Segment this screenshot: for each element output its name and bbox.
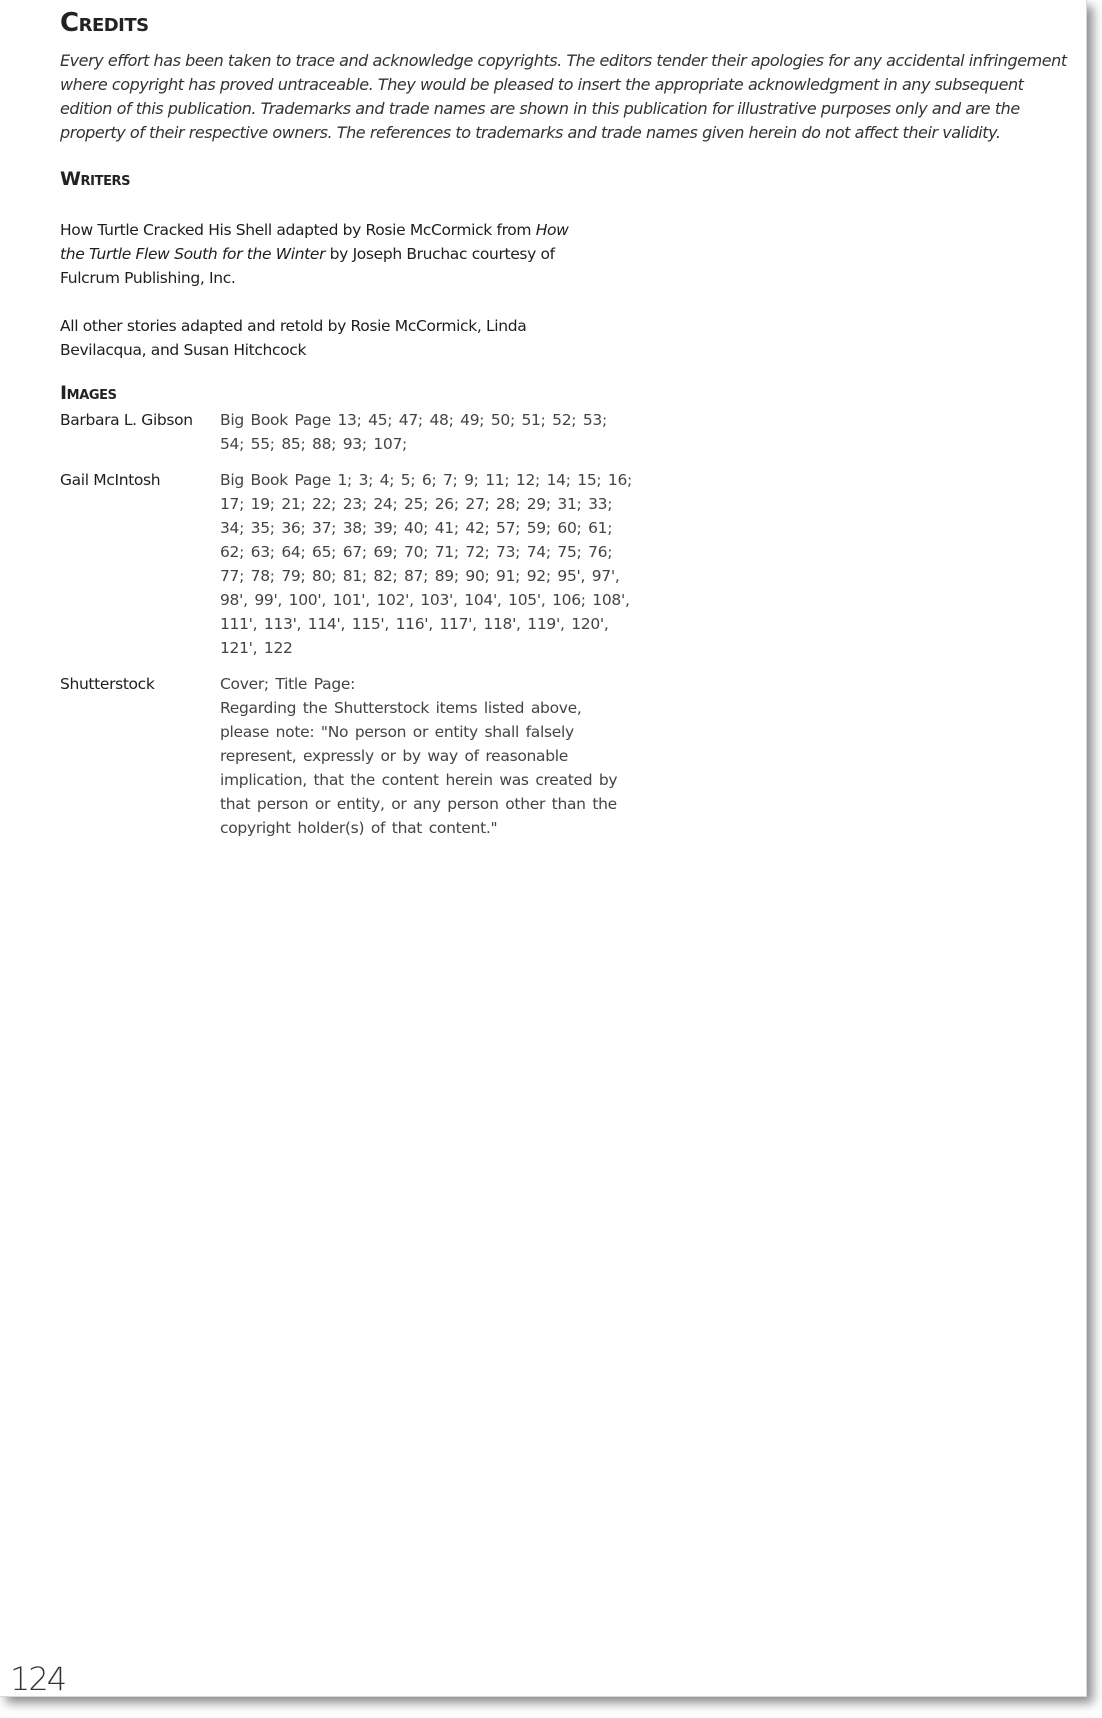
writers-paragraph-other: All other stories adapted and retold by Rosie McCormick, Linda Bevilacqua, and Susan Hitchcock bbox=[60, 317, 527, 359]
credit-pages: Big Book Page 1; 3; 4; 5; 6; 7; 9; 11; 12; 14; 15; 16; 17; 19; 21; 22; 23; 24; 25; 26; 27; 28; 29; 31; 33; 34; 35; 36; 37; 38; 39; 40; 41; 42; 57; 59; 60; 61; 62; 63; 64; 65; 67; 69; 70; 71; 72; 73; 74; 75; 76; 77; 78; 79; 80; 81; 82; 87; 89; 90; 91; 92; 95', 97', 98', 99', 100', 101', 102', 103', 104', 105', 106; 108', 111', 113', 114', 115', 116', 117', 118', 119', 120', 121', 122 bbox=[220, 471, 632, 657]
writers-heading: Writers bbox=[60, 168, 131, 190]
credit-pages: Big Book Page 13; 45; 47; 48; 49; 50; 51; 52; 53; 54; 55; 85; 88; 93; 107; bbox=[220, 411, 607, 453]
credit-pages: Cover; Title Page: bbox=[220, 675, 356, 693]
page-title: Credits bbox=[60, 8, 149, 38]
book-title-italic: How the Turtle Flew South for the Winter bbox=[60, 221, 569, 263]
writers-text-suffix: by Joseph Bruchac courtesy of Fulcrum Publishing, Inc. bbox=[60, 245, 555, 287]
credit-name: Barbara L. Gibson bbox=[60, 411, 193, 429]
shutterstock-note: Regarding the Shutterstock items listed above, please note: "No person or entity shall falsely represent, expressly or by way of reasonable implication, that the content herein was created by that person or entity, or any person other than the copyright holder(s) of that content." bbox=[220, 699, 618, 837]
credit-name: Shutterstock bbox=[60, 675, 155, 693]
writers-paragraph-turtle bbox=[60, 218, 580, 290]
credit-pages-container bbox=[220, 672, 635, 840]
credit-name: Gail McIntosh bbox=[60, 471, 161, 489]
page-number: 124 bbox=[10, 1660, 66, 1698]
images-heading: Images bbox=[60, 382, 117, 404]
copyright-disclaimer: Every effort has been taken to trace and acknowledge copyrights. The editors tender their apologies for any accidental infringement where copyright has proved untraceable. They would be pleased to insert the appropriate acknowledgment in any subsequent edition of this publication. Trademarks and trade names are shown in this publication for illustrative purposes only and are the property of their respective owners. The references to trademarks and trade names given herein do not affect their validity. bbox=[60, 51, 1067, 142]
writers-text-prefix: How Turtle Cracked His Shell adapted by Rosie McCormick from bbox=[60, 221, 536, 239]
